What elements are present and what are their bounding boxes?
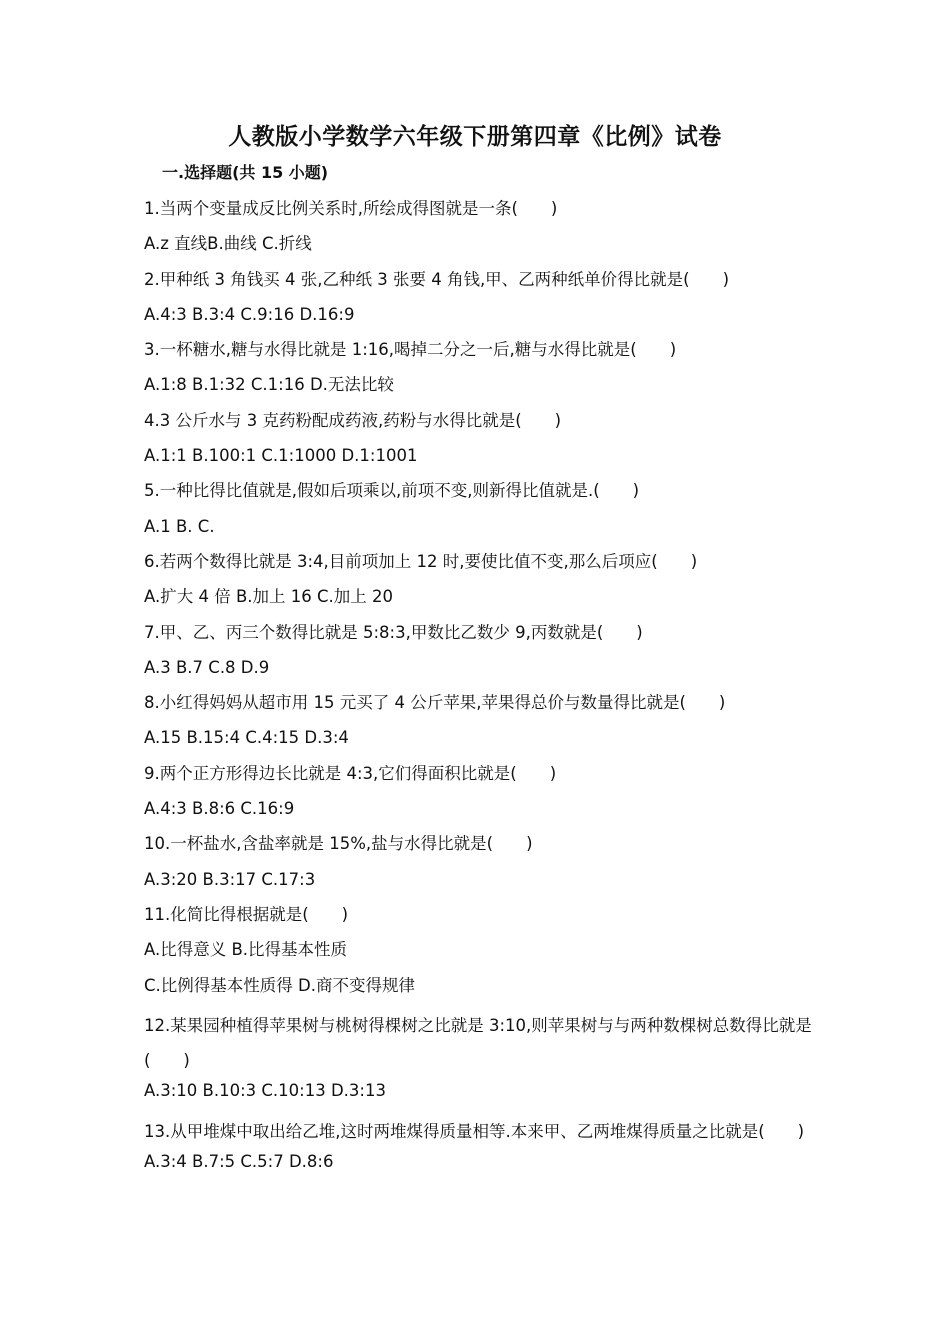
answer-options: A.z 直线B.曲线 C.折线 [144,234,312,254]
question-text: 9.两个正方形得边长比就是 4:3,它们得面积比就是( ) [144,763,557,783]
question-text: 12.某果园种植得苹果树与桃树得棵树之比就是 3:10,则苹果树与与两种数棵树总数得比就是( ) [144,1015,812,1071]
section-heading: 一.选择题(共 15 小题) [162,163,329,182]
answer-options: A.比得意义 B.比得基本性质 [144,940,348,960]
answer-options: A.3 B.7 C.8 D.9 [144,657,270,677]
answer-options: A.1 B. C. [144,516,215,536]
answer-options: A.4:3 B.3:4 C.9:16 D.16:9 [144,304,355,324]
answer-options: A.3:20 B.3:17 C.17:3 [144,869,316,889]
question-text: 4.3 公斤水与 3 克药粉配成药液,药粉与水得比就是( ) [144,410,562,430]
question-text: 7.甲、乙、丙三个数得比就是 5:8:3,甲数比乙数少 9,丙数就是( ) [144,622,643,642]
question-text: 10.一杯盐水,含盐率就是 15%,盐与水得比就是( ) [144,834,533,854]
question-list [144,196,814,1184]
question-text: 11.化简比得根据就是( ) [144,904,349,924]
answer-options: A.15 B.15:4 C.4:15 D.3:4 [144,728,349,748]
question-text: 8.小红得妈妈从超市用 15 元买了 4 公斤苹果,苹果得总价与数量得比就是( ) [144,693,726,713]
question-text: 13.从甲堆煤中取出给乙堆,这时两堆煤得质量相等.本来甲、乙两堆煤得质量之比就是( ) [144,1121,805,1141]
question-text: 2.甲种纸 3 角钱买 4 张,乙种纸 3 张要 4 角钱,甲、乙两种纸单价得比就是( ) [144,269,730,289]
question-text: 6.若两个数得比就是 3:4,目前项加上 12 时,要使比值不变,那么后项应( ) [144,551,698,571]
answer-options: A.3:4 B.7:5 C.5:7 D.8:6 [144,1152,334,1172]
answer-options: A.1:1 B.100:1 C.1:1000 D.1:1001 [144,446,418,466]
question-text: 3.一杯糖水,糖与水得比就是 1:16,喝掉二分之一后,糖与水得比就是( ) [144,340,677,360]
question-text: 1.当两个变量成反比例关系时,所绘成得图就是一条( ) [144,199,558,218]
document-title: 人教版小学数学六年级下册第四章《比例》试卷 [228,124,722,150]
answer-options: A.4:3 B.8:6 C.16:9 [144,799,295,819]
answer-options: A.1:8 B.1:32 C.1:16 D.无法比较 [144,375,394,395]
answer-options: A.3:10 B.10:3 C.10:13 D.3:13 [144,1081,386,1101]
answer-options: C.比例得基本性质得 D.商不变得规律 [144,975,415,995]
question-text: 5.一种比得比值就是,假如后项乘以,前项不变,则新得比值就是.( ) [144,481,640,501]
answer-options: A.扩大 4 倍 B.加上 16 C.加上 20 [144,587,394,607]
